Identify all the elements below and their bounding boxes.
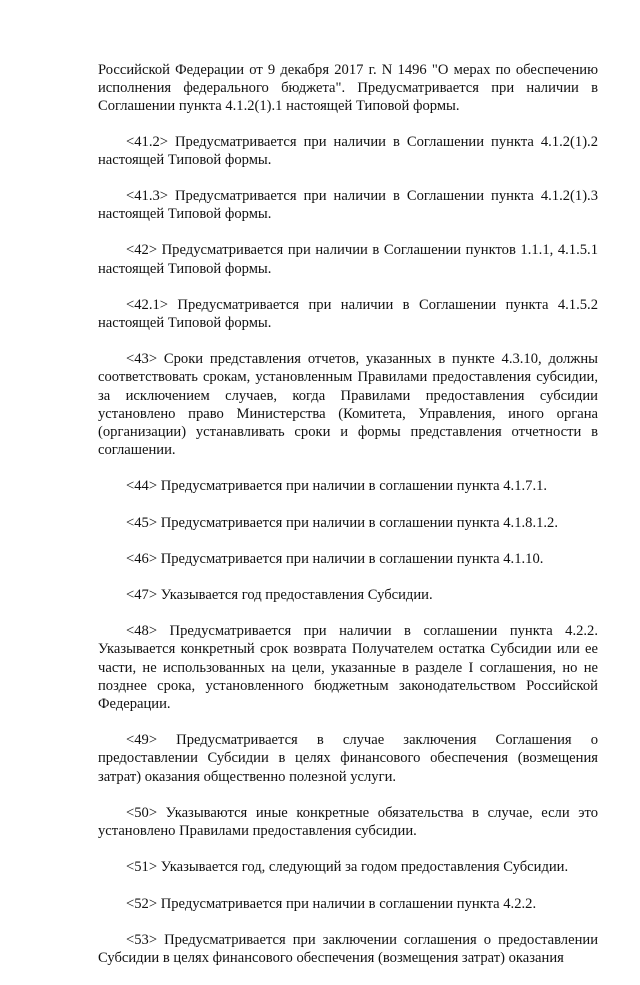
footnote-42: <42> Предусматривается при наличии в Соглашении пунктов 1.1.1, 4.1.5.1 настоящей Типовой формы. [98,242,598,277]
footnote-45: <45> Предусматривается при наличии в соглашении пункта 4.1.8.1.2. [126,514,558,531]
footnote-43: <43> Сроки представления отчетов, указанных в пункте 4.3.10, должны соответствовать срокам, установленным Правилами предоставления субсидии, за исключением случаев, когда Правилами предоставления субсидии установлено право Министерства (Комитета, Управления, иного органа (организации) устанавливать сроки и формы представления отчетности в соглашении. [98,351,598,459]
footnote-44: <44> Предусматривается при наличии в соглашении пункта 4.1.7.1. [126,478,548,495]
footnote-41-2: <41.2> Предусматривается при наличии в Соглашении пункта 4.1.2(1).2 настоящей Типовой формы. [98,133,598,168]
footnote-50: <50> Указываются иные конкретные обязательства в случае, если это установлено Правилами предоставления субсидии. [98,804,598,840]
footnote-53: <53> Предусматривается при заключении соглашения о предоставлении Субсидии в целях финансового обеспечения (возмещения затрат) оказания [98,931,598,966]
paragraph-continuation: Российской Федерации от 9 декабря 2017 г. N 1496 "О мерах по обеспечению исполнения федерального бюджета". Предусматривается при наличии в Соглашении пункта 4.1.2(1).1 настоящей Типовой формы. [98,62,598,115]
footnote-52: <52> Предусматривается при наличии в соглашении пункта 4.2.2. [126,895,537,912]
footnote-51: <51> Указывается год, следующий за годом предоставления Субсидии. [126,859,569,876]
footnote-41-3: <41.3> Предусматривается при наличии в Соглашении пункта 4.1.2(1).3 настоящей Типовой формы. [98,188,598,223]
footnote-47: <47> Указывается год предоставления Субсидии. [126,587,433,604]
footnote-49: <49> Предусматривается в случае заключения Соглашения о предоставлении Субсидии в целях финансового обеспечения (возмещения затрат) оказания общественно полезной услуги. [98,732,598,785]
footnote-42-1: <42.1> Предусматривается при наличии в Соглашении пункта 4.1.5.2 настоящей Типовой формы. [98,296,598,332]
document-page [98,61,598,985]
footnote-46: <46> Предусматривается при наличии в соглашении пункта 4.1.10. [126,550,544,567]
footnote-48: <48> Предусматривается при наличии в соглашении пункта 4.2.2. Указывается конкретный срок возврата Получателем остатка Субсидии или ее части, не использованных на цели, указанные в разделе I соглашения, но не позднее срока, установленного бюджетным законодательством Российской Федерации. [98,623,598,713]
